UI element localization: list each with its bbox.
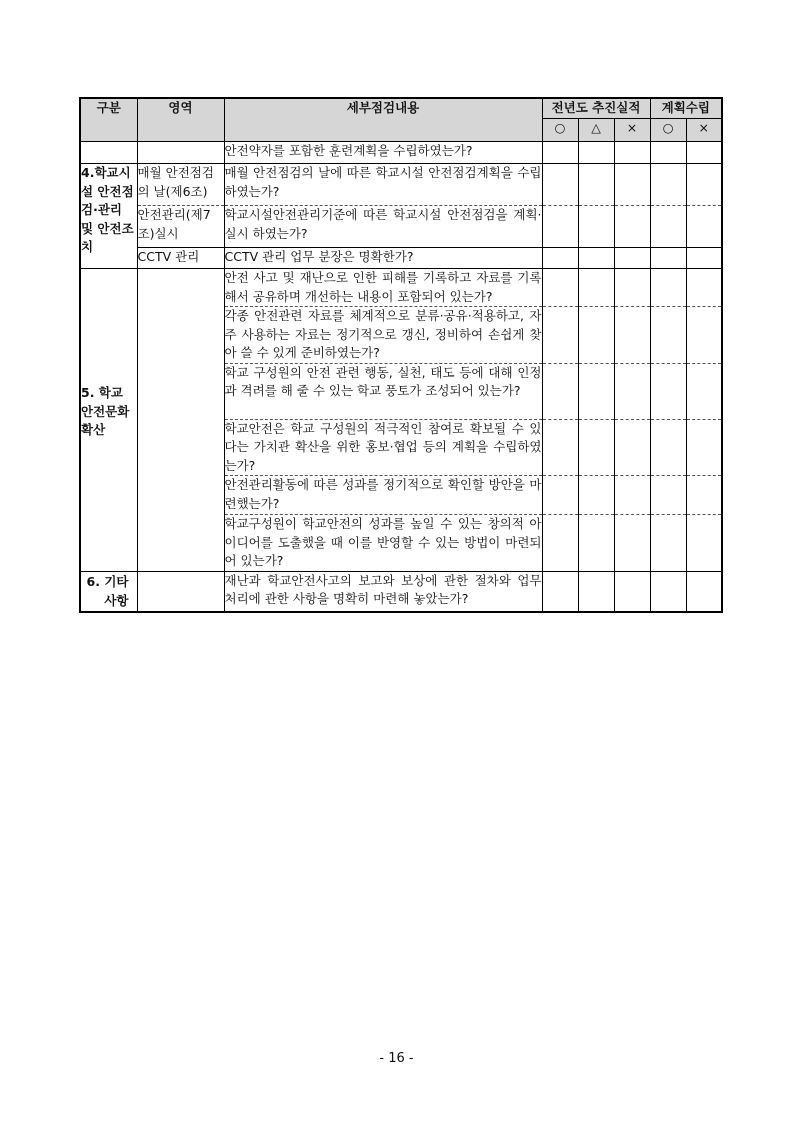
header-triangle: △ — [578, 119, 614, 142]
check-cell[interactable] — [650, 476, 686, 515]
check-cell[interactable] — [650, 307, 686, 364]
check-cell[interactable] — [542, 363, 578, 419]
header-x: × — [614, 119, 650, 142]
detail-cell: 학교 구성원의 안전 관련 행동, 실천, 태도 등에 대해 인정과 격려를 해 줄 수 있는 학교 풍토가 조성되어 있는가? — [224, 363, 542, 419]
area-cell: 매월 안전점검의 날(제6조) — [137, 164, 224, 206]
check-cell[interactable] — [650, 164, 686, 206]
check-cell[interactable] — [686, 142, 722, 164]
detail-cell: 안전약자를 포함한 훈련계획을 수립하였는가? — [224, 142, 542, 164]
check-cell[interactable] — [650, 206, 686, 248]
inspection-checklist-table — [79, 97, 723, 613]
check-cell[interactable] — [686, 248, 722, 269]
check-cell[interactable] — [614, 515, 650, 572]
check-cell[interactable] — [650, 269, 686, 307]
table-row — [80, 206, 722, 248]
check-cell[interactable] — [614, 419, 650, 476]
category-cell — [80, 142, 137, 164]
check-cell[interactable] — [686, 363, 722, 419]
check-cell[interactable] — [578, 307, 614, 364]
area-cell: CCTV 관리 — [137, 248, 224, 269]
area-cell: 안전관리(제7조)실시 — [137, 206, 224, 248]
detail-cell: CCTV 관리 업무 분장은 명확한가? — [224, 248, 542, 269]
detail-cell: 매월 안전점검의 날에 따른 학교시설 안전점검계획을 수립하였는가? — [224, 164, 542, 206]
check-cell[interactable] — [614, 307, 650, 364]
check-cell[interactable] — [650, 571, 686, 612]
check-cell[interactable] — [542, 164, 578, 206]
check-cell[interactable] — [578, 206, 614, 248]
check-cell[interactable] — [578, 248, 614, 269]
check-cell[interactable] — [614, 206, 650, 248]
header-plan-circle: ○ — [650, 119, 686, 142]
table-row — [80, 571, 722, 612]
check-cell[interactable] — [542, 571, 578, 612]
table-row — [80, 269, 722, 307]
check-cell[interactable] — [578, 269, 614, 307]
area-cell — [137, 269, 224, 572]
category-group-4: 4.학교시설 안전점검·관리 및 안전조치 — [80, 164, 137, 269]
check-cell[interactable] — [614, 269, 650, 307]
table-row — [80, 248, 722, 269]
check-cell[interactable] — [578, 515, 614, 572]
check-cell[interactable] — [686, 476, 722, 515]
check-cell[interactable] — [542, 248, 578, 269]
check-cell[interactable] — [686, 515, 722, 572]
header-plan-x: × — [686, 119, 722, 142]
check-cell[interactable] — [542, 419, 578, 476]
detail-cell: 학교안전은 학교 구성원의 적극적인 참여로 확보될 수 있다는 가치관 확산을 위한 홍보·협업 등의 계획을 수립하였는가? — [224, 419, 542, 476]
check-cell[interactable] — [686, 571, 722, 612]
header-circle: ○ — [542, 119, 578, 142]
check-cell[interactable] — [578, 419, 614, 476]
check-cell[interactable] — [686, 307, 722, 364]
check-cell[interactable] — [614, 476, 650, 515]
check-cell[interactable] — [542, 142, 578, 164]
check-cell[interactable] — [542, 206, 578, 248]
check-cell[interactable] — [650, 142, 686, 164]
check-cell[interactable] — [578, 363, 614, 419]
area-cell — [137, 571, 224, 612]
detail-cell: 안전 사고 및 재난으로 인한 피해를 기록하고 자료를 기록해서 공유하며 개선하는 내용이 포함되어 있는가? — [224, 269, 542, 307]
detail-cell: 학교시설안전관리기준에 따른 학교시설 안전점검을 계획·실시 하였는가? — [224, 206, 542, 248]
check-cell[interactable] — [542, 476, 578, 515]
check-cell[interactable] — [542, 269, 578, 307]
check-cell[interactable] — [578, 476, 614, 515]
check-cell[interactable] — [650, 419, 686, 476]
header-area: 영역 — [137, 98, 224, 142]
check-cell[interactable] — [650, 248, 686, 269]
check-cell[interactable] — [542, 515, 578, 572]
category-group-5: 5. 학교 안전문화 확산 — [80, 269, 137, 572]
check-cell[interactable] — [578, 164, 614, 206]
header-last-year-results: 전년도 추진실적 — [542, 98, 650, 119]
check-cell[interactable] — [650, 515, 686, 572]
check-cell[interactable] — [578, 142, 614, 164]
header-detail: 세부점검내용 — [224, 98, 542, 142]
check-cell[interactable] — [650, 363, 686, 419]
check-cell[interactable] — [686, 206, 722, 248]
detail-cell: 재난과 학교안전사고의 보고와 보상에 관한 절차와 업무 처리에 관한 사항을 명확히 마련해 놓았는가? — [224, 571, 542, 612]
check-cell[interactable] — [614, 142, 650, 164]
check-cell[interactable] — [614, 248, 650, 269]
detail-cell: 안전관리활동에 따른 성과를 정기적으로 확인할 방안을 마련했는가? — [224, 476, 542, 515]
header-plan: 계획수립 — [650, 98, 722, 119]
check-cell[interactable] — [614, 363, 650, 419]
check-cell[interactable] — [614, 164, 650, 206]
detail-cell: 학교구성원이 학교안전의 성과를 높일 수 있는 창의적 아이디어를 도출했을 때 이를 반영할 수 있는 방법이 마련되어 있는가? — [224, 515, 542, 572]
check-cell[interactable] — [614, 571, 650, 612]
category-group-6: 6. 기타 사항 — [80, 571, 137, 612]
detail-cell: 각종 안전관련 자료를 체계적으로 분류·공유·적용하고, 자주 사용하는 자료는 정기적으로 갱신, 정비하여 손쉽게 찾아 쓸 수 있게 준비하였는가? — [224, 307, 542, 364]
check-cell[interactable] — [686, 419, 722, 476]
check-cell[interactable] — [686, 269, 722, 307]
check-cell[interactable] — [542, 307, 578, 364]
table-row — [80, 142, 722, 164]
check-cell[interactable] — [686, 164, 722, 206]
check-cell[interactable] — [578, 571, 614, 612]
header-category: 구분 — [80, 98, 137, 142]
area-cell — [137, 142, 224, 164]
table-row — [80, 164, 722, 206]
page-number: - 16 - — [379, 1051, 414, 1066]
